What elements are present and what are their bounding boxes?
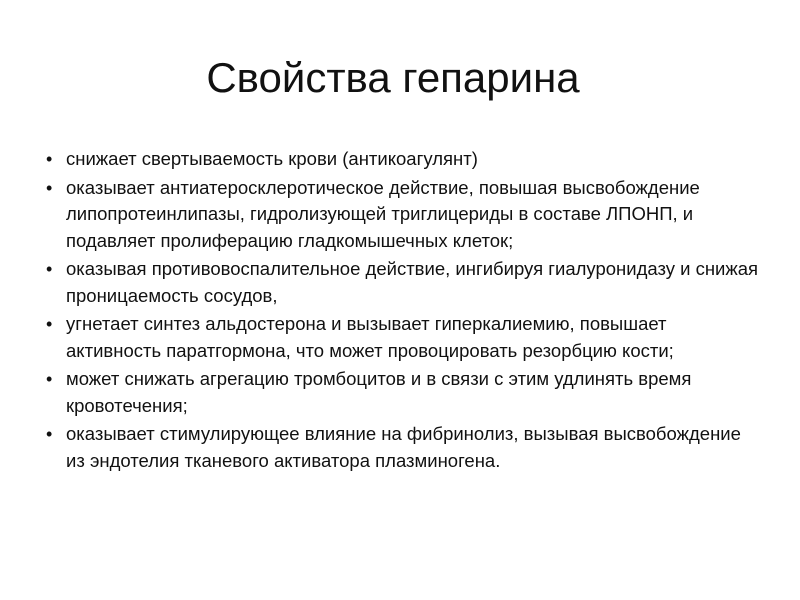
bullet-text: угнетает синтез альдостерона и вызывает гиперкалиемию, повышает активность паратгормона, что может провоцировать резорбцию кости; bbox=[66, 313, 674, 361]
bullet-icon: • bbox=[46, 259, 53, 279]
bullet-item bbox=[44, 256, 764, 309]
bullet-icon: • bbox=[46, 424, 53, 444]
bullet-list bbox=[44, 146, 764, 476]
bullet-text: может снижать агрегацию тромбоцитов и в связи с этим удлинять время кровотечения; bbox=[66, 368, 692, 416]
bullet-item bbox=[44, 146, 764, 173]
bullet-item bbox=[44, 421, 764, 474]
slide-title: Свойства гепарина bbox=[206, 54, 580, 101]
bullet-icon: • bbox=[46, 314, 53, 334]
bullet-text: снижает свертываемость крови (антикоагулянт) bbox=[66, 148, 478, 169]
bullet-text: оказывая противовоспалительное действие, ингибируя гиалуронидазу и снижая проницаемость сосудов, bbox=[66, 258, 759, 306]
bullet-item bbox=[44, 175, 764, 255]
bullet-icon: • bbox=[46, 177, 53, 198]
bullet-text: оказывает стимулирующее влияние на фибринолиз, вызывая высвобождение из эндотелия тканевого активатора плазминогена. bbox=[66, 423, 741, 471]
bullet-icon: • bbox=[46, 149, 53, 169]
bullet-item bbox=[44, 311, 764, 364]
bullet-item bbox=[44, 366, 764, 419]
bullet-icon: • bbox=[46, 369, 53, 389]
bullet-text: оказывает антиатеросклеротическое действие, повышая высвобождение липопротеинлипазы, гидролизующей триглицериды в составе ЛПОНП, и подавляет пролиферацию гладкомышечных клеток; bbox=[66, 176, 700, 251]
